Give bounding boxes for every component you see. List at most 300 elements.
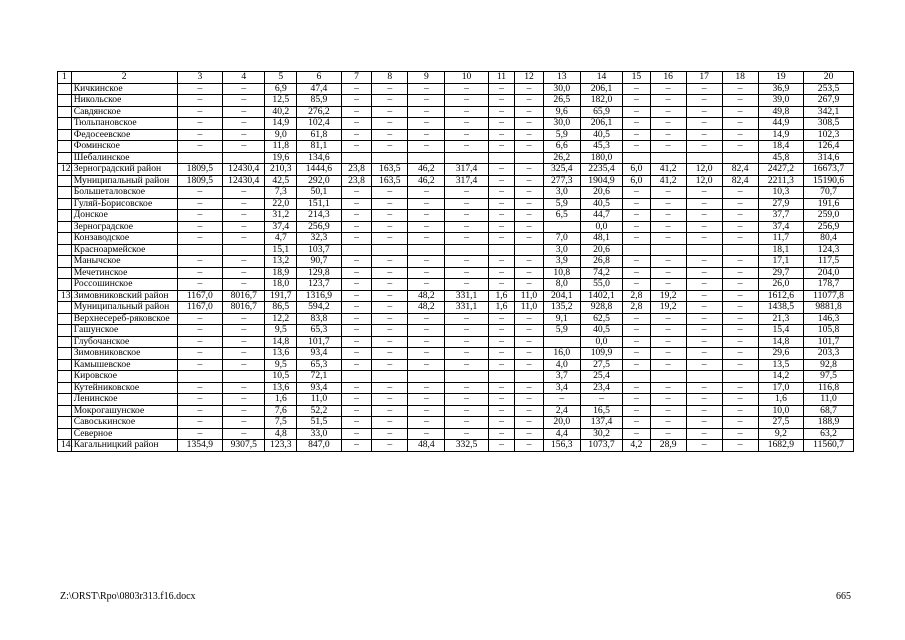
value-cell: – <box>488 198 514 210</box>
value-cell: – <box>488 129 514 141</box>
value-cell: 3,0 <box>543 244 580 256</box>
value-cell: 203,3 <box>804 348 854 360</box>
value-cell <box>515 244 544 256</box>
value-cell: – <box>722 210 758 222</box>
value-cell: 5,9 <box>543 198 580 210</box>
value-cell: – <box>488 83 514 95</box>
value-cell: – <box>488 336 514 348</box>
row-number-cell <box>58 95 72 107</box>
value-cell: – <box>580 394 622 406</box>
value-cell: 124,3 <box>804 244 854 256</box>
value-cell: – <box>341 302 372 314</box>
value-cell: – <box>686 348 722 360</box>
row-number-cell <box>58 175 72 187</box>
value-cell: 62,5 <box>580 313 622 325</box>
value-cell: – <box>623 359 651 371</box>
value-cell: 27,9 <box>758 198 804 210</box>
value-cell: – <box>488 164 514 176</box>
value-cell: – <box>488 118 514 130</box>
value-cell: – <box>223 325 265 337</box>
value-cell: – <box>623 405 651 417</box>
value-cell: 85,9 <box>297 95 341 107</box>
value-cell: – <box>515 106 544 118</box>
value-cell <box>408 371 445 383</box>
value-cell: 47,4 <box>297 83 341 95</box>
value-cell: – <box>722 313 758 325</box>
row-number-cell <box>58 221 72 233</box>
value-cell <box>177 371 223 383</box>
value-cell: – <box>650 359 686 371</box>
value-cell: 2211,3 <box>758 175 804 187</box>
value-cell: 9307,5 <box>223 440 265 452</box>
value-cell: 4,0 <box>543 359 580 371</box>
value-cell <box>722 371 758 383</box>
value-cell: – <box>341 233 372 245</box>
value-cell: – <box>650 428 686 440</box>
value-cell: 74,2 <box>580 267 622 279</box>
value-cell: 52,2 <box>297 405 341 417</box>
value-cell: – <box>686 440 722 452</box>
value-cell: – <box>722 267 758 279</box>
value-cell: – <box>722 141 758 153</box>
value-cell: 1073,7 <box>580 440 622 452</box>
value-cell: 5,9 <box>543 325 580 337</box>
value-cell: 308,5 <box>804 118 854 130</box>
value-cell: – <box>223 279 265 291</box>
value-cell: 11,0 <box>804 394 854 406</box>
value-cell: – <box>223 210 265 222</box>
value-cell: 1402,1 <box>580 290 622 302</box>
value-cell: 6,0 <box>623 175 651 187</box>
value-cell: – <box>686 428 722 440</box>
value-cell: – <box>515 141 544 153</box>
value-cell: 1809,5 <box>177 175 223 187</box>
value-cell: 45,3 <box>580 141 622 153</box>
value-cell: – <box>623 106 651 118</box>
value-cell: – <box>223 256 265 268</box>
value-cell: – <box>686 336 722 348</box>
value-cell: – <box>177 95 223 107</box>
value-cell: – <box>408 129 445 141</box>
value-cell: – <box>177 417 223 429</box>
value-cell <box>722 152 758 164</box>
value-cell: – <box>341 417 372 429</box>
value-cell: – <box>650 233 686 245</box>
value-cell: – <box>223 405 265 417</box>
value-cell: – <box>177 359 223 371</box>
value-cell: – <box>372 106 408 118</box>
header-cell: 14 <box>580 72 622 84</box>
value-cell: 41,2 <box>650 175 686 187</box>
value-cell: 48,4 <box>408 440 445 452</box>
value-cell: – <box>488 141 514 153</box>
value-cell: 68,7 <box>804 405 854 417</box>
value-cell <box>650 371 686 383</box>
value-cell: – <box>686 417 722 429</box>
value-cell: – <box>686 95 722 107</box>
value-cell: 46,2 <box>408 164 445 176</box>
value-cell: 292,0 <box>297 175 341 187</box>
value-cell: 16673,7 <box>804 164 854 176</box>
value-cell: 259,0 <box>804 210 854 222</box>
value-cell: – <box>488 175 514 187</box>
header-cell: 3 <box>177 72 223 84</box>
value-cell: 20,6 <box>580 244 622 256</box>
value-cell: – <box>445 348 488 360</box>
value-cell: 9,6 <box>543 106 580 118</box>
value-cell: – <box>372 382 408 394</box>
value-cell: 1354,9 <box>177 440 223 452</box>
value-cell: – <box>445 141 488 153</box>
value-cell: 8,0 <box>543 279 580 291</box>
value-cell: 1,6 <box>488 290 514 302</box>
value-cell: 83,8 <box>297 313 341 325</box>
value-cell: – <box>177 83 223 95</box>
value-cell: – <box>623 348 651 360</box>
value-cell: – <box>223 83 265 95</box>
value-cell: – <box>686 290 722 302</box>
value-cell: – <box>341 129 372 141</box>
value-cell: – <box>177 428 223 440</box>
value-cell: 151,1 <box>297 198 341 210</box>
value-cell: – <box>515 359 544 371</box>
value-cell: – <box>408 405 445 417</box>
value-cell: – <box>722 405 758 417</box>
value-cell: – <box>445 198 488 210</box>
value-cell: 9,1 <box>543 313 580 325</box>
value-cell: 48,2 <box>408 302 445 314</box>
value-cell: 15,4 <box>758 325 804 337</box>
value-cell: 36,9 <box>758 83 804 95</box>
footer-page-number: 665 <box>836 591 851 602</box>
value-cell: – <box>372 210 408 222</box>
name-cell: Кутейниковское <box>71 382 177 394</box>
value-cell: – <box>372 290 408 302</box>
table-row <box>58 198 854 210</box>
value-cell: 3,0 <box>543 187 580 199</box>
value-cell: 332,5 <box>445 440 488 452</box>
value-cell: – <box>372 256 408 268</box>
value-cell: 214,3 <box>297 210 341 222</box>
value-cell: – <box>341 83 372 95</box>
value-cell: – <box>408 428 445 440</box>
value-cell: 6,5 <box>543 210 580 222</box>
value-cell: – <box>341 267 372 279</box>
value-cell: 48,1 <box>580 233 622 245</box>
value-cell: – <box>686 187 722 199</box>
value-cell: 317,4 <box>445 175 488 187</box>
value-cell: – <box>445 325 488 337</box>
value-cell: – <box>177 382 223 394</box>
value-cell: – <box>650 210 686 222</box>
value-cell: 42,5 <box>265 175 297 187</box>
name-cell: Зимовниковский район <box>71 290 177 302</box>
value-cell: 191,6 <box>804 198 854 210</box>
row-number-cell <box>58 359 72 371</box>
value-cell: – <box>515 175 544 187</box>
value-cell: 13,5 <box>758 359 804 371</box>
row-number-cell <box>58 141 72 153</box>
value-cell: 40,5 <box>580 198 622 210</box>
value-cell: – <box>650 348 686 360</box>
value-cell: – <box>488 256 514 268</box>
value-cell: 928,8 <box>580 302 622 314</box>
value-cell: 2,8 <box>623 290 651 302</box>
row-number-cell: 12. <box>58 164 72 176</box>
value-cell: 314,6 <box>804 152 854 164</box>
value-cell: – <box>408 187 445 199</box>
value-cell: 847,0 <box>297 440 341 452</box>
value-cell: 18,9 <box>265 267 297 279</box>
value-cell: 19,2 <box>650 302 686 314</box>
value-cell <box>372 152 408 164</box>
header-cell: 18 <box>722 72 758 84</box>
value-cell: – <box>445 106 488 118</box>
value-cell: – <box>722 359 758 371</box>
value-cell: 40,5 <box>580 325 622 337</box>
name-cell: Большеталовское <box>71 187 177 199</box>
value-cell: 70,7 <box>804 187 854 199</box>
value-cell: – <box>445 359 488 371</box>
value-cell: 27,5 <box>580 359 622 371</box>
value-cell: – <box>722 382 758 394</box>
value-cell: 12430,4 <box>223 164 265 176</box>
table-row <box>58 279 854 291</box>
table-row <box>58 348 854 360</box>
value-cell: – <box>177 233 223 245</box>
value-cell: 2427,2 <box>758 164 804 176</box>
value-cell: – <box>223 394 265 406</box>
value-cell: – <box>223 382 265 394</box>
value-cell: – <box>223 267 265 279</box>
value-cell: – <box>515 83 544 95</box>
value-cell: – <box>515 440 544 452</box>
value-cell: 13,6 <box>265 348 297 360</box>
value-cell: – <box>722 279 758 291</box>
name-cell: Гуляй-Борисовское <box>71 198 177 210</box>
value-cell: 3,4 <box>543 382 580 394</box>
value-cell: 44,7 <box>580 210 622 222</box>
header-cell: 9 <box>408 72 445 84</box>
value-cell: 46,2 <box>408 175 445 187</box>
value-cell: – <box>177 394 223 406</box>
value-cell: 23,8 <box>341 175 372 187</box>
value-cell: 26,0 <box>758 279 804 291</box>
value-cell: – <box>623 187 651 199</box>
name-cell: Зерноградский район <box>71 164 177 176</box>
value-cell: – <box>223 428 265 440</box>
value-cell: 15190,6 <box>804 175 854 187</box>
value-cell: 11,0 <box>297 394 341 406</box>
value-cell: – <box>686 279 722 291</box>
value-cell: 1,6 <box>488 302 514 314</box>
row-number-cell <box>58 83 72 95</box>
value-cell: 72,1 <box>297 371 341 383</box>
value-cell: – <box>223 313 265 325</box>
name-cell: Зимовниковское <box>71 348 177 360</box>
value-cell <box>686 244 722 256</box>
value-cell: – <box>515 221 544 233</box>
value-cell: – <box>650 394 686 406</box>
value-cell: 1316,9 <box>297 290 341 302</box>
value-cell: – <box>177 129 223 141</box>
value-cell: – <box>686 359 722 371</box>
value-cell: – <box>650 187 686 199</box>
table-row <box>58 95 854 107</box>
name-cell: Кагальницкий район <box>71 440 177 452</box>
value-cell: – <box>177 198 223 210</box>
row-number-cell: 13. <box>58 290 72 302</box>
value-cell: – <box>408 267 445 279</box>
value-cell: 16,0 <box>543 348 580 360</box>
value-cell: 9,5 <box>265 325 297 337</box>
value-cell: – <box>686 118 722 130</box>
value-cell: 137,4 <box>580 417 622 429</box>
value-cell: 14,8 <box>758 336 804 348</box>
row-number-cell <box>58 382 72 394</box>
value-cell: – <box>650 221 686 233</box>
value-cell: – <box>515 348 544 360</box>
row-number-cell <box>58 325 72 337</box>
value-cell: – <box>722 95 758 107</box>
value-cell: – <box>623 118 651 130</box>
table-row <box>58 440 854 452</box>
table-row <box>58 164 854 176</box>
table-row <box>58 302 854 314</box>
value-cell: 12,2 <box>265 313 297 325</box>
value-cell: – <box>722 417 758 429</box>
value-cell: – <box>177 267 223 279</box>
value-cell: 13,6 <box>265 382 297 394</box>
table-row <box>58 118 854 130</box>
value-cell: – <box>408 325 445 337</box>
value-cell: 22,0 <box>265 198 297 210</box>
value-cell: 163,5 <box>372 164 408 176</box>
value-cell: – <box>488 279 514 291</box>
value-cell: – <box>722 428 758 440</box>
value-cell: 45,8 <box>758 152 804 164</box>
value-cell <box>445 152 488 164</box>
value-cell: 23,8 <box>341 164 372 176</box>
value-cell: – <box>445 279 488 291</box>
header-cell: 12 <box>515 72 544 84</box>
value-cell: – <box>623 336 651 348</box>
value-cell: – <box>408 417 445 429</box>
name-cell: Манычское <box>71 256 177 268</box>
row-number-cell <box>58 371 72 383</box>
value-cell: 81,1 <box>297 141 341 153</box>
value-cell: 19,6 <box>265 152 297 164</box>
name-cell: Верхнесереб-ряковское <box>71 313 177 325</box>
value-cell: 2,8 <box>623 302 651 314</box>
value-cell: – <box>445 428 488 440</box>
name-cell: Конзаводское <box>71 233 177 245</box>
value-cell <box>372 244 408 256</box>
value-cell: 97,5 <box>804 371 854 383</box>
value-cell: 7,3 <box>265 187 297 199</box>
value-cell: 2235,4 <box>580 164 622 176</box>
value-cell: 11,7 <box>758 233 804 245</box>
value-cell <box>341 244 372 256</box>
value-cell: 25,4 <box>580 371 622 383</box>
value-cell: – <box>722 106 758 118</box>
header-cell: 6 <box>297 72 341 84</box>
value-cell: – <box>223 95 265 107</box>
value-cell: 129,8 <box>297 267 341 279</box>
value-cell <box>445 244 488 256</box>
value-cell: – <box>177 313 223 325</box>
value-cell: – <box>445 405 488 417</box>
value-cell: 26,2 <box>543 152 580 164</box>
value-cell: 105,8 <box>804 325 854 337</box>
value-cell: 65,3 <box>297 325 341 337</box>
row-number-cell <box>58 417 72 429</box>
value-cell: – <box>372 428 408 440</box>
value-cell: – <box>408 83 445 95</box>
value-cell: – <box>488 210 514 222</box>
value-cell: – <box>445 129 488 141</box>
value-cell: – <box>686 233 722 245</box>
value-cell: – <box>445 417 488 429</box>
name-cell: Кичкинское <box>71 83 177 95</box>
value-cell: – <box>686 313 722 325</box>
value-cell: 256,9 <box>804 221 854 233</box>
value-cell: – <box>686 302 722 314</box>
value-cell: – <box>177 221 223 233</box>
value-cell <box>623 244 651 256</box>
value-cell: 37,4 <box>758 221 804 233</box>
value-cell: – <box>722 198 758 210</box>
value-cell: 256,9 <box>297 221 341 233</box>
value-cell: – <box>372 233 408 245</box>
value-cell: 26,5 <box>543 95 580 107</box>
value-cell: 14,8 <box>265 336 297 348</box>
value-cell: – <box>372 129 408 141</box>
value-cell: – <box>722 394 758 406</box>
value-cell: 7,5 <box>265 417 297 429</box>
name-cell: Савдянское <box>71 106 177 118</box>
value-cell: 6,0 <box>623 164 651 176</box>
value-cell: – <box>408 233 445 245</box>
header-cell: 13 <box>543 72 580 84</box>
name-cell: Мокрогашунское <box>71 405 177 417</box>
value-cell: – <box>650 129 686 141</box>
value-cell: – <box>515 233 544 245</box>
value-cell: – <box>341 359 372 371</box>
value-cell: – <box>623 428 651 440</box>
value-cell: 63,2 <box>804 428 854 440</box>
value-cell: – <box>445 336 488 348</box>
value-cell: 188,9 <box>804 417 854 429</box>
table-row <box>58 233 854 245</box>
value-cell: – <box>177 187 223 199</box>
name-cell: Кировское <box>71 371 177 383</box>
name-cell: Донское <box>71 210 177 222</box>
value-cell: – <box>372 141 408 153</box>
value-cell: – <box>650 325 686 337</box>
value-cell: – <box>650 279 686 291</box>
value-cell: – <box>372 118 408 130</box>
value-cell: 0,0 <box>580 221 622 233</box>
value-cell: 210,3 <box>265 164 297 176</box>
value-cell: 20,0 <box>543 417 580 429</box>
value-cell: – <box>515 118 544 130</box>
value-cell: – <box>515 417 544 429</box>
value-cell: – <box>686 141 722 153</box>
value-cell: – <box>623 83 651 95</box>
row-number-cell <box>58 152 72 164</box>
value-cell: 253,5 <box>804 83 854 95</box>
